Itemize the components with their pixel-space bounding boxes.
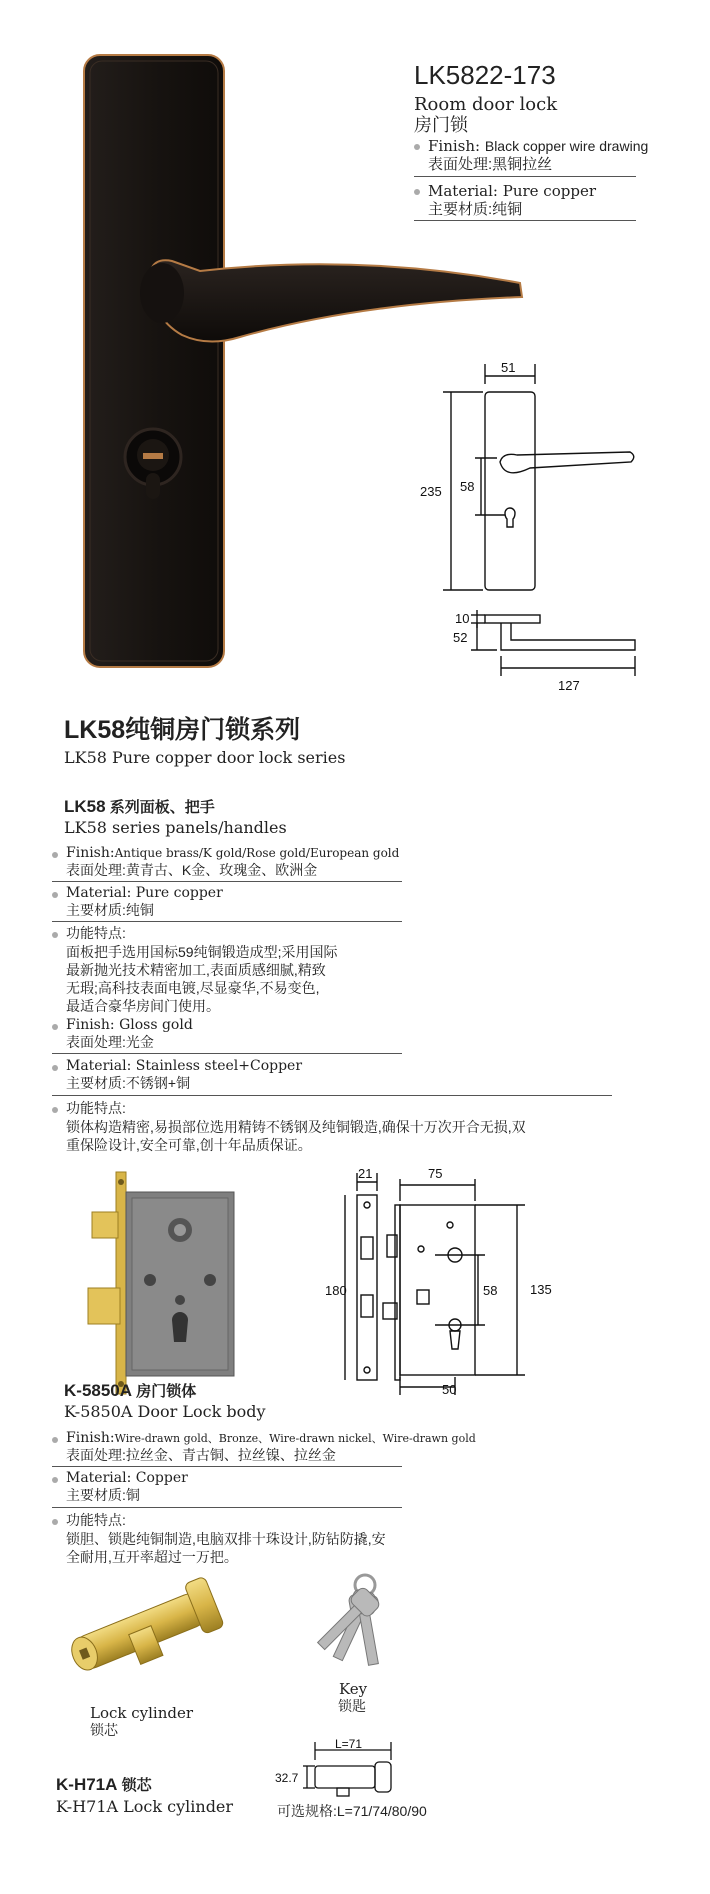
dim-body-height: 180	[325, 1283, 347, 1298]
divider	[52, 921, 402, 922]
dim-body-backset: 50	[442, 1382, 457, 1395]
bullet-icon	[414, 144, 420, 150]
lock-body-title: K-5850A 房门锁体	[64, 1381, 197, 1400]
panels-material-cn: 主要材质:纯铜	[66, 902, 154, 918]
gloss-finish: Finish: Gloss gold	[66, 1017, 193, 1033]
lock-body-dimension-drawing	[325, 1165, 570, 1395]
dim-cylinder-length: L=71	[335, 1738, 363, 1751]
dim-handle-height: 58	[460, 479, 475, 494]
cylinder-caption-cn: 锁芯	[90, 1722, 118, 1738]
bullet-icon	[52, 1024, 58, 1030]
gloss-feature-label: 功能特点:	[66, 1100, 126, 1116]
bullet-icon	[52, 1477, 58, 1483]
dim-handle-length: 127	[558, 678, 580, 693]
dim-body-thickness: 21	[358, 1166, 373, 1181]
panels-finish-cn: 表面处理:黄青古、K金、玫瑰金、欧洲金	[66, 862, 318, 878]
divider	[52, 1095, 612, 1096]
gloss-feature-text: 锁体构造精密,易损部位选用精铸不锈钢及纯铜锻造,确保十万次开合无损,双 重保险设计,安全可靠,创十年品质保证。	[66, 1119, 526, 1153]
product-code: LK5822-173	[414, 60, 556, 90]
product-finish-cn: 表面处理:黑铜拉丝	[428, 156, 553, 173]
series-title-en: LK58 Pure copper door lock series	[64, 748, 346, 767]
product-material-en: Material: Pure copper	[428, 182, 596, 200]
key-caption-cn: 锁匙	[338, 1698, 366, 1714]
bullet-icon	[414, 189, 420, 195]
panels-feature-label: 功能特点:	[66, 925, 126, 941]
product-finish: Finish: Black copper wire drawing	[428, 137, 649, 155]
bullet-icon	[52, 852, 58, 858]
product-name-cn: 房门锁	[414, 115, 468, 135]
dim-body-center: 58	[483, 1283, 498, 1298]
series-title-cn: LK58纯铜房门锁系列	[64, 716, 301, 744]
cylinder-caption-en: Lock cylinder	[90, 1704, 194, 1722]
dim-projection: 52	[453, 630, 468, 645]
keys-photo	[295, 1565, 415, 1675]
dim-rose-thickness: 10	[455, 611, 470, 626]
cylinder-dimension-drawing	[275, 1738, 425, 1800]
divider	[414, 176, 636, 177]
divider	[52, 1053, 402, 1054]
lock-body-photo	[80, 1170, 250, 1400]
lock-body-material-en: Material: Copper	[66, 1470, 188, 1486]
lock-body-finish-cn: 表面处理:拉丝金、青古铜、拉丝镍、拉丝金	[66, 1447, 336, 1463]
lock-body-finish: Finish:Wire-drawn gold、Bronze、Wire-drawn nickel、Wire-drawn gold	[66, 1430, 476, 1446]
divider	[52, 881, 402, 882]
product-material-cn: 主要材质:纯铜	[428, 201, 523, 218]
lock-body-title-en: K-5850A Door Lock body	[64, 1402, 266, 1421]
panels-finish: Finish:Antique brass/K gold/Rose gold/European gold	[66, 845, 400, 861]
lock-body-feature-label: 功能特点:	[66, 1512, 126, 1528]
dim-panel-width: 51	[501, 360, 516, 375]
cylinder-options: 可选规格:L=71/74/80/90	[277, 1803, 427, 1819]
cylinder-photo	[58, 1575, 228, 1685]
divider	[414, 220, 636, 221]
dim-panel-height: 235	[420, 484, 442, 499]
bullet-icon	[52, 1065, 58, 1071]
gloss-material-en: Material: Stainless steel+Copper	[66, 1058, 303, 1074]
bullet-icon	[52, 1437, 58, 1443]
bullet-icon	[52, 892, 58, 898]
bullet-icon	[52, 1107, 58, 1113]
bullet-icon	[52, 932, 58, 938]
divider	[52, 1507, 402, 1508]
bullet-icon	[52, 1519, 58, 1525]
lock-body-feature-text: 锁胆、锁匙纯铜制造,电脑双排十珠设计,防钻防撬,安 全耐用,互开率超过一万把。	[66, 1531, 386, 1565]
product-name-en: Room door lock	[414, 94, 558, 115]
panels-material-en: Material: Pure copper	[66, 885, 223, 901]
lock-body-material-cn: 主要材质:铜	[66, 1487, 140, 1503]
panels-feature-text: 面板把手选用国标59纯铜锻造成型;采用国际 最新抛光技术精密加工,表面质感细腻,精致 无瑕;高科技表面电镀,尽显豪华,不易变色, 最适合豪华房间门使用。	[66, 944, 338, 1014]
panels-title-en: LK58 series panels/handles	[64, 818, 287, 837]
cylinder-title: K-H71A 锁芯	[56, 1775, 152, 1794]
panels-title: LK58 系列面板、把手	[64, 797, 215, 816]
gloss-material-cn: 主要材质:不锈钢+铜	[66, 1075, 191, 1091]
panel-dimension-drawing	[405, 360, 710, 700]
cylinder-title-en: K-H71A Lock cylinder	[56, 1797, 234, 1816]
dim-cylinder-height: 32.7	[275, 1771, 299, 1785]
key-caption-en: Key	[339, 1680, 368, 1698]
dim-body-width: 75	[428, 1166, 443, 1181]
dim-body-total: 135	[530, 1282, 552, 1297]
divider	[52, 1466, 402, 1467]
gloss-finish-cn: 表面处理:光金	[66, 1034, 154, 1050]
